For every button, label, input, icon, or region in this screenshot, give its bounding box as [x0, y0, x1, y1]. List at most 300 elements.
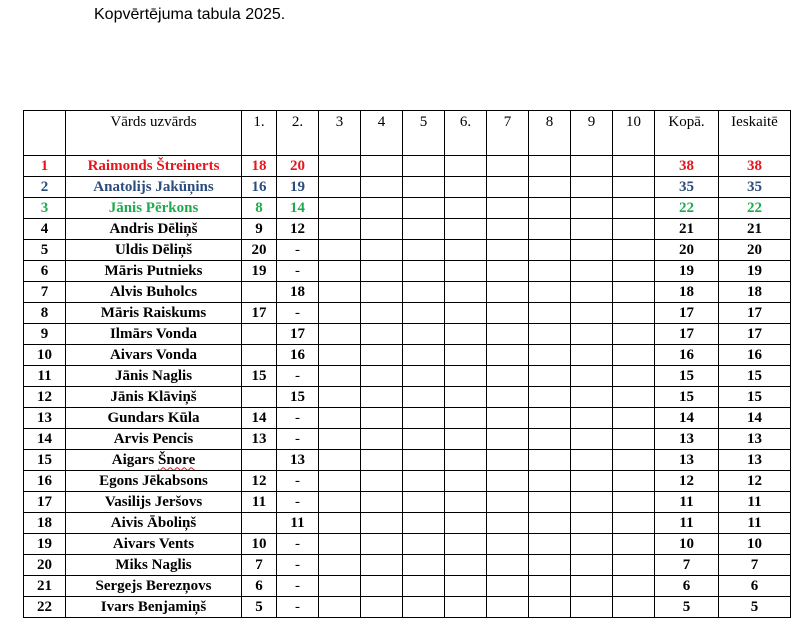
round-7-cell	[487, 429, 529, 450]
round-2-cell: -	[277, 408, 319, 429]
round-3-cell	[319, 429, 361, 450]
header-round-7: 7	[487, 111, 529, 156]
round-2-cell: -	[277, 261, 319, 282]
round-10-cell	[613, 387, 655, 408]
round-1-cell: 8	[242, 198, 277, 219]
round-9-cell	[571, 408, 613, 429]
round-8-cell	[529, 198, 571, 219]
place-cell: 11	[24, 366, 66, 387]
round-7-cell	[487, 240, 529, 261]
round-5-cell	[403, 387, 445, 408]
round-10-cell	[613, 219, 655, 240]
total-cell: 11	[655, 513, 719, 534]
round-6-cell	[445, 471, 487, 492]
credit-cell: 22	[719, 198, 791, 219]
round-1-cell: 17	[242, 303, 277, 324]
round-4-cell	[361, 408, 403, 429]
name-cell: Uldis Dēliņš	[66, 240, 242, 261]
round-2-cell: -	[277, 597, 319, 618]
total-cell: 13	[655, 450, 719, 471]
credit-cell: 13	[719, 450, 791, 471]
round-4-cell	[361, 219, 403, 240]
total-cell: 15	[655, 366, 719, 387]
round-6-cell	[445, 282, 487, 303]
round-6-cell	[445, 324, 487, 345]
round-5-cell	[403, 198, 445, 219]
round-2-cell: 15	[277, 387, 319, 408]
total-cell: 7	[655, 555, 719, 576]
table-row	[24, 261, 791, 282]
round-7-cell	[487, 387, 529, 408]
credit-cell: 11	[719, 492, 791, 513]
round-8-cell	[529, 597, 571, 618]
table-row	[24, 471, 791, 492]
round-8-cell	[529, 177, 571, 198]
round-1-cell	[242, 282, 277, 303]
table-row	[24, 534, 791, 555]
round-4-cell	[361, 198, 403, 219]
round-6-cell	[445, 576, 487, 597]
round-7-cell	[487, 450, 529, 471]
name-cell: Ilmārs Vonda	[66, 324, 242, 345]
round-8-cell	[529, 219, 571, 240]
round-5-cell	[403, 366, 445, 387]
round-1-cell: 20	[242, 240, 277, 261]
round-5-cell	[403, 555, 445, 576]
total-cell: 5	[655, 597, 719, 618]
total-cell: 35	[655, 177, 719, 198]
round-9-cell	[571, 471, 613, 492]
round-6-cell	[445, 198, 487, 219]
round-8-cell	[529, 408, 571, 429]
round-1-cell	[242, 513, 277, 534]
round-9-cell	[571, 345, 613, 366]
total-cell: 21	[655, 219, 719, 240]
round-5-cell	[403, 513, 445, 534]
total-cell: 20	[655, 240, 719, 261]
round-7-cell	[487, 366, 529, 387]
round-6-cell	[445, 429, 487, 450]
credit-cell: 15	[719, 387, 791, 408]
round-10-cell	[613, 597, 655, 618]
round-9-cell	[571, 261, 613, 282]
total-cell: 13	[655, 429, 719, 450]
round-3-cell	[319, 177, 361, 198]
round-3-cell	[319, 261, 361, 282]
name-cell: Jānis Naglis	[66, 366, 242, 387]
table-row	[24, 282, 791, 303]
round-2-cell: -	[277, 576, 319, 597]
table-row	[24, 303, 791, 324]
round-10-cell	[613, 471, 655, 492]
round-10-cell	[613, 576, 655, 597]
round-2-cell: 19	[277, 177, 319, 198]
total-cell: 16	[655, 345, 719, 366]
round-4-cell	[361, 156, 403, 177]
table-row	[24, 156, 791, 177]
table-row	[24, 366, 791, 387]
round-3-cell	[319, 555, 361, 576]
round-8-cell	[529, 240, 571, 261]
round-9-cell	[571, 450, 613, 471]
round-8-cell	[529, 261, 571, 282]
round-8-cell	[529, 513, 571, 534]
round-1-cell	[242, 450, 277, 471]
credit-cell: 12	[719, 471, 791, 492]
round-5-cell	[403, 219, 445, 240]
table-row	[24, 576, 791, 597]
round-3-cell	[319, 303, 361, 324]
round-10-cell	[613, 492, 655, 513]
round-3-cell	[319, 156, 361, 177]
name-cell: Alvis Buholcs	[66, 282, 242, 303]
place-cell: 16	[24, 471, 66, 492]
round-8-cell	[529, 282, 571, 303]
round-9-cell	[571, 366, 613, 387]
round-3-cell	[319, 576, 361, 597]
round-6-cell	[445, 513, 487, 534]
round-8-cell	[529, 450, 571, 471]
round-5-cell	[403, 534, 445, 555]
round-5-cell	[403, 345, 445, 366]
round-1-cell	[242, 387, 277, 408]
round-10-cell	[613, 534, 655, 555]
total-cell: 12	[655, 471, 719, 492]
place-cell: 5	[24, 240, 66, 261]
round-5-cell	[403, 261, 445, 282]
round-6-cell	[445, 240, 487, 261]
table-row	[24, 597, 791, 618]
round-1-cell: 19	[242, 261, 277, 282]
round-9-cell	[571, 303, 613, 324]
round-7-cell	[487, 576, 529, 597]
table-row	[24, 513, 791, 534]
round-6-cell	[445, 492, 487, 513]
round-6-cell	[445, 156, 487, 177]
credit-cell: 21	[719, 219, 791, 240]
round-7-cell	[487, 345, 529, 366]
name-cell: Aivis Āboliņš	[66, 513, 242, 534]
round-3-cell	[319, 387, 361, 408]
place-cell: 17	[24, 492, 66, 513]
round-5-cell	[403, 492, 445, 513]
round-3-cell	[319, 534, 361, 555]
round-4-cell	[361, 387, 403, 408]
round-1-cell: 10	[242, 534, 277, 555]
round-3-cell	[319, 450, 361, 471]
credit-cell: 15	[719, 366, 791, 387]
credit-cell: 14	[719, 408, 791, 429]
round-1-cell: 16	[242, 177, 277, 198]
place-cell: 7	[24, 282, 66, 303]
round-4-cell	[361, 303, 403, 324]
standings-table	[23, 110, 791, 618]
header-credit: Ieskaitē	[719, 111, 791, 156]
place-cell: 8	[24, 303, 66, 324]
round-7-cell	[487, 198, 529, 219]
round-9-cell	[571, 429, 613, 450]
round-9-cell	[571, 219, 613, 240]
round-8-cell	[529, 555, 571, 576]
round-2-cell: -	[277, 429, 319, 450]
spellcheck-underline: Šnore	[158, 451, 196, 468]
round-4-cell	[361, 366, 403, 387]
name-cell: Māris Putnieks	[66, 261, 242, 282]
round-1-cell: 9	[242, 219, 277, 240]
round-2-cell: -	[277, 492, 319, 513]
round-2-cell: 14	[277, 198, 319, 219]
round-5-cell	[403, 177, 445, 198]
round-2-cell: -	[277, 471, 319, 492]
round-10-cell	[613, 450, 655, 471]
round-4-cell	[361, 597, 403, 618]
round-9-cell	[571, 240, 613, 261]
table-row	[24, 219, 791, 240]
name-cell: Raimonds Štreinerts	[66, 156, 242, 177]
round-8-cell	[529, 345, 571, 366]
round-10-cell	[613, 345, 655, 366]
round-7-cell	[487, 261, 529, 282]
round-7-cell	[487, 219, 529, 240]
round-9-cell	[571, 198, 613, 219]
round-4-cell	[361, 450, 403, 471]
round-2-cell: -	[277, 555, 319, 576]
total-cell: 14	[655, 408, 719, 429]
total-cell: 11	[655, 492, 719, 513]
round-2-cell: 20	[277, 156, 319, 177]
round-9-cell	[571, 513, 613, 534]
header-round-4: 4	[361, 111, 403, 156]
round-4-cell	[361, 534, 403, 555]
round-9-cell	[571, 282, 613, 303]
place-cell: 10	[24, 345, 66, 366]
round-6-cell	[445, 450, 487, 471]
table-row	[24, 492, 791, 513]
round-6-cell	[445, 219, 487, 240]
round-7-cell	[487, 534, 529, 555]
round-7-cell	[487, 597, 529, 618]
round-6-cell	[445, 555, 487, 576]
total-cell: 17	[655, 324, 719, 345]
header-name: Vārds uzvārds	[66, 111, 242, 156]
name-cell: Aivars Vents	[66, 534, 242, 555]
page-title: Kopvērtējuma tabula 2025.	[94, 6, 286, 23]
place-cell: 15	[24, 450, 66, 471]
round-4-cell	[361, 324, 403, 345]
round-8-cell	[529, 429, 571, 450]
round-10-cell	[613, 156, 655, 177]
header-round-2: 2.	[277, 111, 319, 156]
round-9-cell	[571, 156, 613, 177]
round-1-cell: 6	[242, 576, 277, 597]
round-5-cell	[403, 471, 445, 492]
place-cell: 3	[24, 198, 66, 219]
round-8-cell	[529, 492, 571, 513]
total-cell: 18	[655, 282, 719, 303]
round-10-cell	[613, 240, 655, 261]
round-9-cell	[571, 492, 613, 513]
name-cell	[66, 450, 242, 471]
round-4-cell	[361, 513, 403, 534]
round-7-cell	[487, 282, 529, 303]
round-8-cell	[529, 156, 571, 177]
round-5-cell	[403, 282, 445, 303]
round-7-cell	[487, 513, 529, 534]
round-2-cell: -	[277, 240, 319, 261]
round-5-cell	[403, 408, 445, 429]
place-cell: 21	[24, 576, 66, 597]
round-8-cell	[529, 387, 571, 408]
round-1-cell: 18	[242, 156, 277, 177]
round-3-cell	[319, 492, 361, 513]
round-5-cell	[403, 597, 445, 618]
round-2-cell: 18	[277, 282, 319, 303]
round-6-cell	[445, 597, 487, 618]
total-cell: 10	[655, 534, 719, 555]
round-6-cell	[445, 177, 487, 198]
round-8-cell	[529, 303, 571, 324]
round-7-cell	[487, 555, 529, 576]
credit-cell: 17	[719, 324, 791, 345]
credit-cell: 11	[719, 513, 791, 534]
round-3-cell	[319, 240, 361, 261]
round-3-cell	[319, 513, 361, 534]
name-cell: Vasilijs Jeršovs	[66, 492, 242, 513]
round-5-cell	[403, 429, 445, 450]
round-6-cell	[445, 534, 487, 555]
round-1-cell: 7	[242, 555, 277, 576]
round-2-cell: 16	[277, 345, 319, 366]
round-7-cell	[487, 324, 529, 345]
header-round-5: 5	[403, 111, 445, 156]
round-4-cell	[361, 492, 403, 513]
header-total: Kopā.	[655, 111, 719, 156]
round-4-cell	[361, 576, 403, 597]
round-3-cell	[319, 345, 361, 366]
round-10-cell	[613, 366, 655, 387]
name-cell: Egons Jēkabsons	[66, 471, 242, 492]
round-10-cell	[613, 261, 655, 282]
credit-cell: 10	[719, 534, 791, 555]
table-row	[24, 198, 791, 219]
round-2-cell: 11	[277, 513, 319, 534]
round-9-cell	[571, 534, 613, 555]
round-6-cell	[445, 303, 487, 324]
table-row	[24, 555, 791, 576]
round-7-cell	[487, 492, 529, 513]
round-2-cell: 17	[277, 324, 319, 345]
round-10-cell	[613, 324, 655, 345]
round-3-cell	[319, 219, 361, 240]
place-cell: 18	[24, 513, 66, 534]
credit-cell: 35	[719, 177, 791, 198]
round-5-cell	[403, 450, 445, 471]
header-round-1: 1.	[242, 111, 277, 156]
round-2-cell: -	[277, 366, 319, 387]
credit-cell: 6	[719, 576, 791, 597]
round-5-cell	[403, 156, 445, 177]
round-3-cell	[319, 471, 361, 492]
round-1-cell	[242, 345, 277, 366]
round-7-cell	[487, 156, 529, 177]
round-9-cell	[571, 555, 613, 576]
round-1-cell: 13	[242, 429, 277, 450]
credit-cell: 18	[719, 282, 791, 303]
header-round-6: 6.	[445, 111, 487, 156]
round-10-cell	[613, 408, 655, 429]
place-cell: 9	[24, 324, 66, 345]
place-cell: 19	[24, 534, 66, 555]
round-1-cell	[242, 324, 277, 345]
name-cell: Ivars Benjamiņš	[66, 597, 242, 618]
round-10-cell	[613, 555, 655, 576]
round-6-cell	[445, 261, 487, 282]
round-7-cell	[487, 303, 529, 324]
round-3-cell	[319, 198, 361, 219]
name-cell: Jānis Klāviņš	[66, 387, 242, 408]
round-6-cell	[445, 408, 487, 429]
name-cell: Miks Naglis	[66, 555, 242, 576]
round-6-cell	[445, 366, 487, 387]
round-10-cell	[613, 198, 655, 219]
total-cell: 15	[655, 387, 719, 408]
round-8-cell	[529, 366, 571, 387]
round-1-cell: 5	[242, 597, 277, 618]
table-row	[24, 408, 791, 429]
round-3-cell	[319, 408, 361, 429]
round-10-cell	[613, 282, 655, 303]
round-2-cell: 13	[277, 450, 319, 471]
round-1-cell: 15	[242, 366, 277, 387]
round-10-cell	[613, 303, 655, 324]
name-text: Aigars Šnore	[111, 451, 196, 468]
header-row	[24, 111, 791, 156]
round-4-cell	[361, 261, 403, 282]
header-round-3: 3	[319, 111, 361, 156]
name-cell: Arvis Pencis	[66, 429, 242, 450]
round-6-cell	[445, 345, 487, 366]
round-1-cell: 12	[242, 471, 277, 492]
round-4-cell	[361, 429, 403, 450]
header-round-8: 8	[529, 111, 571, 156]
header-round-10: 10	[613, 111, 655, 156]
table-row	[24, 345, 791, 366]
round-5-cell	[403, 240, 445, 261]
credit-cell: 7	[719, 555, 791, 576]
credit-cell: 13	[719, 429, 791, 450]
place-cell: 12	[24, 387, 66, 408]
round-4-cell	[361, 177, 403, 198]
round-2-cell: 12	[277, 219, 319, 240]
credit-cell: 5	[719, 597, 791, 618]
total-cell: 17	[655, 303, 719, 324]
round-9-cell	[571, 324, 613, 345]
name-cell: Jānis Pērkons	[66, 198, 242, 219]
round-1-cell: 14	[242, 408, 277, 429]
round-2-cell: -	[277, 534, 319, 555]
credit-cell: 19	[719, 261, 791, 282]
table-row	[24, 387, 791, 408]
table-row	[24, 429, 791, 450]
header-place	[24, 111, 66, 156]
round-4-cell	[361, 282, 403, 303]
round-8-cell	[529, 471, 571, 492]
round-9-cell	[571, 576, 613, 597]
round-3-cell	[319, 597, 361, 618]
table-row	[24, 240, 791, 261]
round-4-cell	[361, 471, 403, 492]
name-cell: Andris Dēliņš	[66, 219, 242, 240]
